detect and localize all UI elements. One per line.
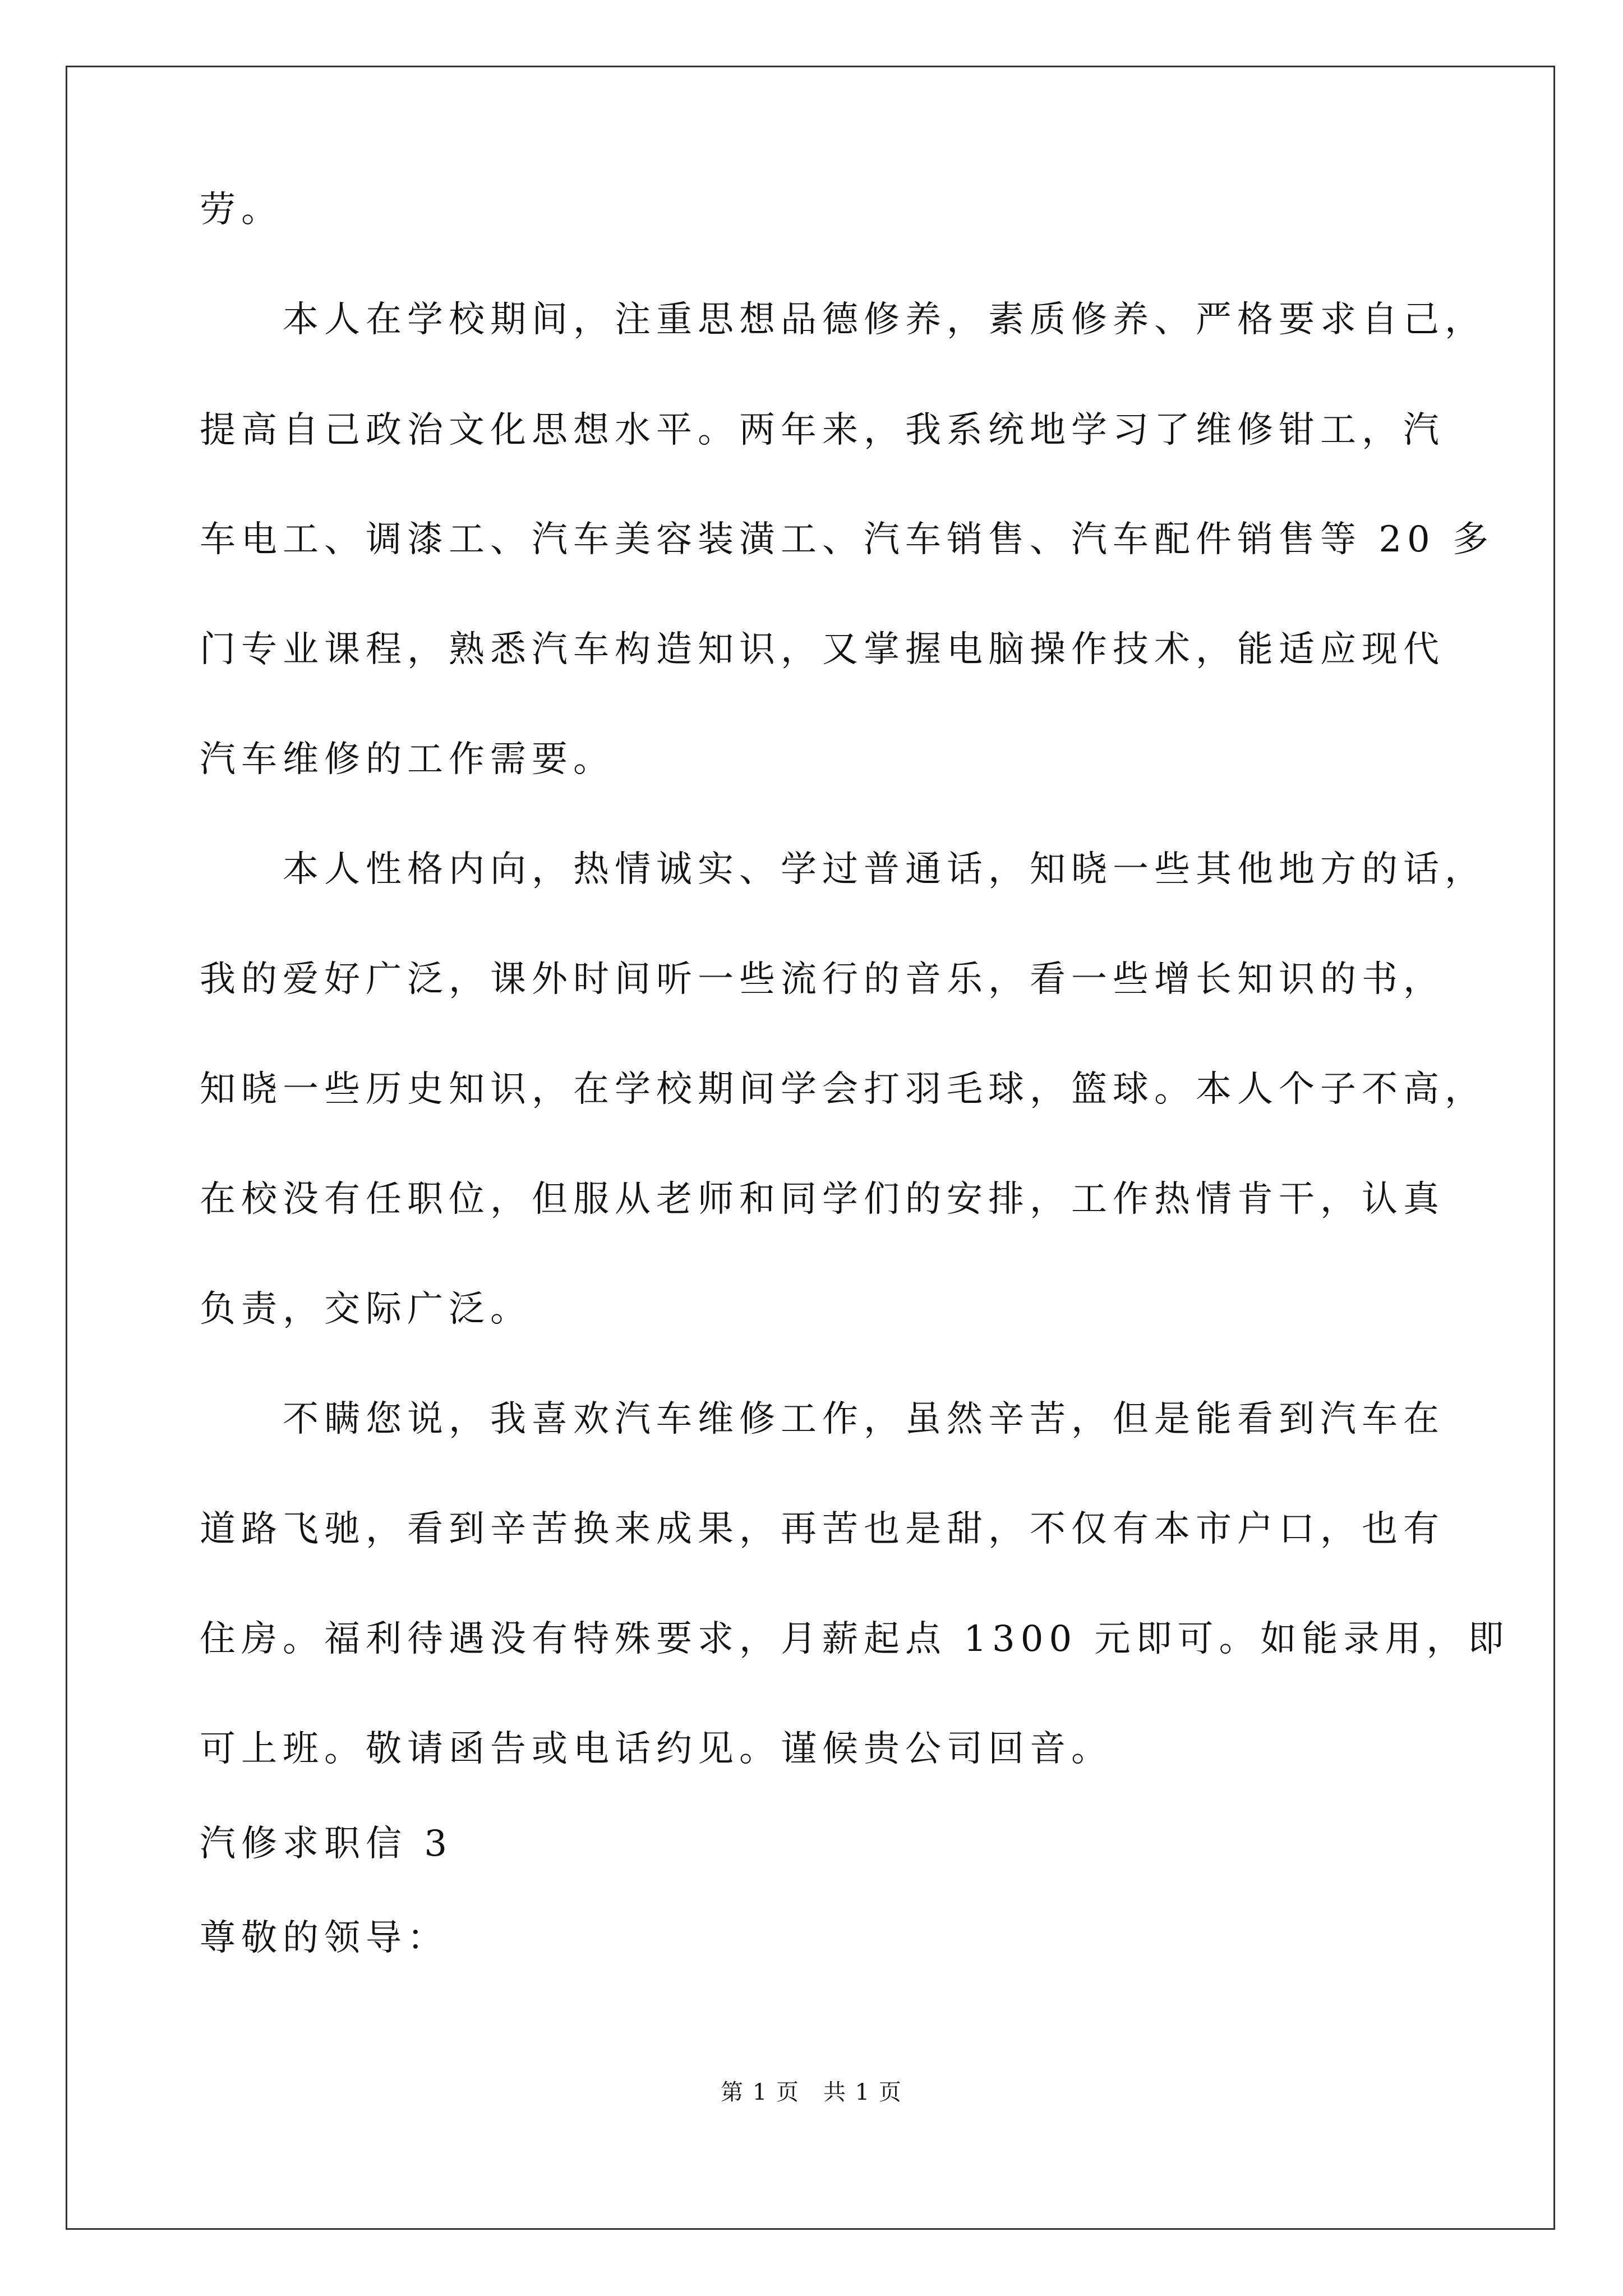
- page-footer: 第 1 页 共 1 页: [721, 2079, 902, 2105]
- text-line: 可上班。敬请函告或电话约见。谨候贵公司回音。: [200, 1728, 1113, 1770]
- text-line: 本人在学校期间，注重思想品德修养，素质修养、严格要求自己，: [200, 299, 1486, 341]
- page-border: [66, 66, 1555, 2230]
- text-line: 知晓一些历史知识，在学校期间学会打羽毛球，篮球。本人个子不高，: [200, 1069, 1486, 1110]
- section-heading: 汽修求职信 3: [200, 1823, 453, 1865]
- text-line: 道路飞驰，看到辛苦换来成果，再苦也是甜，不仅有本市户口，也有: [200, 1508, 1445, 1550]
- text-line: 不瞒您说，我喜欢汽车维修工作，虽然辛苦，但是能看到汽车在: [200, 1398, 1445, 1440]
- text-line: 本人性格内向，热情诚实、学过普通话，知晓一些其他地方的话，: [200, 849, 1486, 890]
- text-line: 劳。: [200, 189, 283, 231]
- text-line: 车电工、调漆工、汽车美容装潢工、汽车销售、汽车配件销售等 20 多: [200, 519, 1495, 560]
- salutation: 尊敬的领导：: [200, 1917, 449, 1959]
- text-line: 我的爱好广泛，课外时间听一些流行的音乐，看一些增长知识的书，: [200, 959, 1445, 1000]
- text-line: 提高自己政治文化思想水平。两年来，我系统地学习了维修钳工，汽: [200, 409, 1445, 451]
- text-line: 负责，交际广泛。: [200, 1289, 532, 1330]
- text-line: 在校没有任职位，但服从老师和同学们的安排，工作热情肯干，认真: [200, 1179, 1445, 1220]
- text-line: 门专业课程，熟悉汽车构造知识，又掌握电脑操作技术，能适应现代: [200, 629, 1445, 670]
- text-line: 汽车维修的工作需要。: [200, 739, 615, 780]
- text-line: 住房。福利待遇没有特殊要求，月薪起点 1300 元即可。如能录用，即: [200, 1618, 1510, 1660]
